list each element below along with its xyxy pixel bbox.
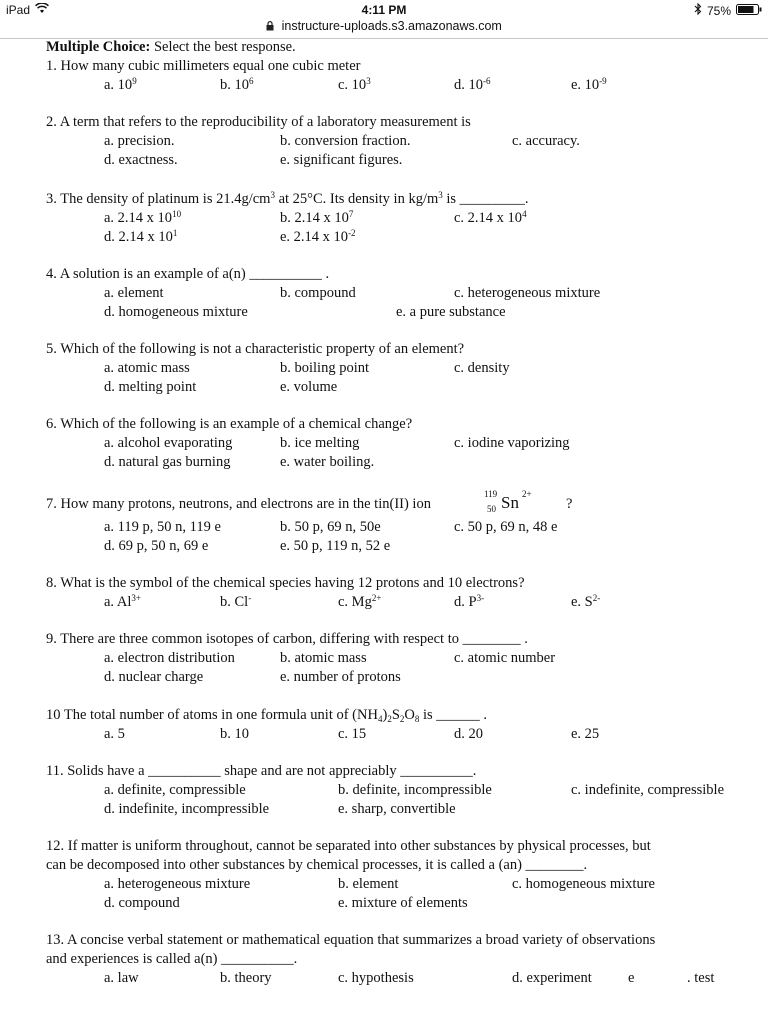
question-8: 8. What is the symbol of the chemical species having 12 protons and 10 electrons?: [46, 575, 525, 591]
question-13-line-2: and experiences is called a(n) __________.: [46, 951, 298, 967]
device-label: iPad: [6, 3, 31, 17]
q4-option-b: b. compound: [280, 285, 356, 301]
q8-option-c: c. $Mg^{2+}$: [338, 593, 382, 610]
question-10: 10 The total number of atoms in one formula unit of $(NH_4)_2S_2O_8$ is ______ .: [46, 707, 488, 724]
q9-option-a: a. electron distribution: [104, 650, 235, 666]
question-7: 7. How many protons, neutrons, and electrons are in the tin(II) ion: [46, 496, 431, 512]
q5-option-a: a. atomic mass: [104, 360, 190, 376]
q1-option-e: e. $10^{-9}$: [571, 76, 607, 93]
q11-option-d: d. indefinite, incompressible: [104, 801, 270, 817]
instructions: [46, 39, 296, 56]
q10-option-c: c. 15: [338, 726, 367, 742]
q2-option-b: b. conversion fraction.: [280, 133, 411, 149]
q4-option-c: c. heterogeneous mixture: [454, 285, 601, 301]
q13-option-a: a. law: [104, 970, 139, 986]
q13-option-e-letter: e: [628, 970, 635, 986]
url-text: instructure-uploads.s3.amazonaws.com: [281, 19, 502, 33]
q2-option-d: d. exactness.: [104, 152, 178, 168]
q3-option-a: a. 2.14 x $10^{10}$: [104, 209, 182, 226]
q13-option-e-text: . test: [687, 970, 715, 986]
q6-option-c: c. iodine vaporizing: [454, 435, 570, 451]
question-12-line-1: 12. If matter is uniform throughout, cannot be separated into other substances by physical processes, but: [46, 838, 651, 854]
q6-option-e: e. water boiling.: [280, 454, 375, 470]
q12-option-e: e. mixture of elements: [338, 895, 468, 911]
q9-option-b: b. atomic mass: [280, 650, 367, 666]
q9-option-e: e. number of protons: [280, 669, 401, 685]
question-13-line-1: 13. A concise verbal statement or mathematical equation that summarizes a broad variety of observations: [46, 932, 656, 948]
q5-option-c: c. density: [454, 360, 510, 376]
q5-option-b: b. boiling point: [280, 360, 370, 376]
ion-charge: 2+: [522, 489, 532, 499]
q8-option-d: d. $P^{3-}$: [454, 593, 485, 610]
q5-option-e: e. volume: [280, 379, 338, 395]
question-11: 11. Solids have a __________ shape and are not appreciably __________.: [46, 763, 477, 779]
question-5: 5. Which of the following is not a characteristic property of an element?: [46, 341, 465, 357]
q10-option-d: d. 20: [454, 726, 483, 742]
q7-option-a: a. 119 p, 50 n, 119 e: [104, 519, 221, 535]
question-2: 2. A term that refers to the reproducibility of a laboratory measurement is: [46, 114, 471, 130]
question-9: 9. There are three common isotopes of carbon, differing with respect to ________ .: [46, 631, 528, 647]
q4-option-a: a. element: [104, 285, 164, 301]
q13-option-d: d. experiment: [512, 970, 592, 986]
q3-option-c: c. 2.14 x $10^4$: [454, 209, 527, 226]
q6-option-b: b. ice melting: [280, 435, 360, 451]
q10-option-a: a. 5: [104, 726, 125, 742]
q6-option-d: d. natural gas burning: [104, 454, 231, 470]
q7-option-b: b. 50 p, 69 n, 50e: [280, 519, 381, 535]
instructions-bold: Multiple Choice:: [46, 39, 151, 55]
atomic-number: 50: [487, 504, 496, 514]
q12-option-a: a. heterogeneous mixture: [104, 876, 251, 892]
status-time: 4:11 PM: [361, 3, 407, 17]
q9-option-d: d. nuclear charge: [104, 669, 204, 685]
q13-option-c: c. hypothesis: [338, 970, 414, 986]
q5-option-d: d. melting point: [104, 379, 197, 395]
q1-option-c: c. $10^3$: [338, 76, 371, 93]
q11-option-c: c. indefinite, compressible: [571, 782, 725, 798]
q12-option-d: d. compound: [104, 895, 180, 911]
q2-option-a: a. precision.: [104, 133, 175, 149]
q6-option-a: a. alcohol evaporating: [104, 435, 233, 451]
mass-number: 119: [484, 489, 498, 499]
element-symbol: Sn: [501, 493, 519, 512]
q11-option-a: a. definite, compressible: [104, 782, 246, 798]
battery-percent: 75%: [706, 3, 731, 18]
q3-option-b: b. 2.14 x $10^7$: [280, 209, 354, 226]
q13-option-b: b. theory: [220, 970, 272, 986]
q3-option-e: e. 2.14 x $10^{-2}$: [280, 228, 356, 245]
q8-option-e: e. $S^{2-}$: [571, 593, 601, 610]
tin-ion-notation: [484, 489, 544, 519]
q9-option-c: c. atomic number: [454, 650, 556, 666]
q12-option-b: b. element: [338, 876, 399, 892]
q7-question-mark: ?: [566, 496, 573, 512]
q2-option-e: e. significant figures.: [280, 152, 403, 168]
q8-option-b: b. Cl-: [220, 593, 252, 610]
q7-option-c: c. 50 p, 69 n, 48 e: [454, 519, 558, 535]
q3-option-d: d. 2.14 x $10^1$: [104, 228, 178, 245]
q11-option-b: b. definite, incompressible: [338, 782, 492, 798]
q11-option-e: e. sharp, convertible: [338, 801, 456, 817]
q1-option-b: b. $10^6$: [220, 76, 254, 93]
q7-option-e: e. 50 p, 119 n, 52 e: [280, 538, 391, 554]
question-3: 3. The density of platinum is $21.4g/cm^3$ at 25°C. Its density in $kg/m^3$ is _________.: [46, 190, 529, 207]
q12-option-c: c. homogeneous mixture: [512, 876, 655, 892]
q2-option-c: c. accuracy.: [512, 133, 580, 149]
q10-option-b: b. 10: [220, 726, 249, 742]
q7-option-d: d. 69 p, 50 n, 69 e: [104, 538, 209, 554]
instructions-text: Select the best response.: [150, 39, 296, 55]
question-6: 6. Which of the following is an example of a chemical change?: [46, 416, 413, 432]
q4-option-d: d. homogeneous mixture: [104, 304, 248, 320]
q1-option-d: d. $10^{-6}$: [454, 76, 491, 93]
q1-option-a: a. $10^9$: [104, 76, 137, 93]
q10-option-e: e. 25: [571, 726, 600, 742]
q8-option-a: a. $Al^{3+}$: [104, 593, 141, 610]
q4-option-e: e. a pure substance: [396, 304, 506, 320]
question-12-line-2: can be decomposed into other substances by chemical processes, it is called a (an) ________.: [46, 857, 588, 873]
question-4: 4. A solution is an example of a(n) __________ .: [46, 266, 330, 282]
question-1: 1. How many cubic millimeters equal one cubic meter: [46, 58, 361, 74]
